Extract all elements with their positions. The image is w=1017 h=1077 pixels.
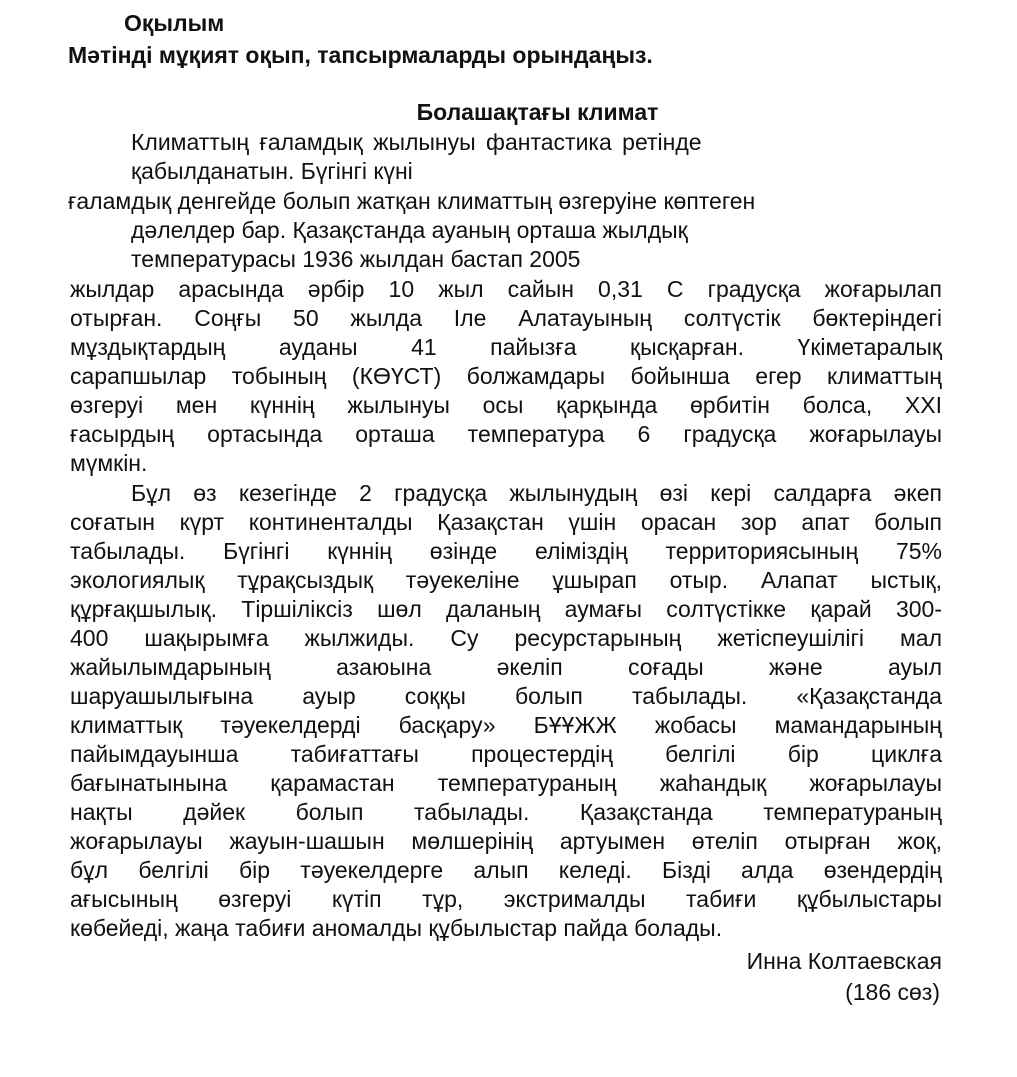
text-line: құрғақшылық. Тіршіліксіз шөл даланың аумағы солтүстікке қарай 300- bbox=[70, 596, 942, 622]
text-line: сарапшылар тобының (КӨҮСТ) болжамдары бойынша егер климаттың bbox=[70, 363, 942, 389]
text-line: қабылданатын. Бүгінгі күні bbox=[131, 158, 413, 184]
text-line: шаруашылығына ауыр соққы болып табылады. «Қазақстанда bbox=[70, 683, 942, 709]
text-line: экологиялық тұрақсыздық тәуекеліне ұшырап отыр. Алапат ыстық, bbox=[70, 567, 942, 593]
text-line: соғатын күрт континенталды Қазақстан үшін орасан зор апат болып bbox=[70, 509, 942, 535]
article-title: Болашақтағы климат bbox=[416, 99, 659, 125]
task-instruction: Мәтінді мұқият оқып, тапсырмаларды орындаңыз. bbox=[68, 42, 653, 68]
text-line: жайылымдарының азаюына әкеліп соғады және ауыл bbox=[70, 654, 942, 680]
text-line: көбейеді, жаңа табиғи аномалды құбылыстар пайда болады. bbox=[70, 915, 723, 941]
text-line: отырған. Соңғы 50 жылда Іле Алатауының солтүстік бөктеріндегі bbox=[70, 305, 942, 331]
text-line: бұл белгілі бір тәуекелдерге алып келеді. Бізді алда өзендердің bbox=[70, 857, 942, 883]
text-line: өзгеруі мен күннің жылынуы осы қарқында өрбитін болса, XXI bbox=[70, 392, 942, 418]
text-line: бағынатынына қарамастан температураның жаһандық жоғарылауы bbox=[70, 770, 942, 796]
text-line: пайымдауынша табиғаттағы процестердің белгілі бір циклға bbox=[70, 741, 942, 767]
text-line: нақты дәйек болып табылады. Қазақстанда температураның bbox=[70, 799, 942, 825]
text-line: 400 шақырымға жылжиды. Су ресурстарының жетіспеушілігі мал bbox=[70, 625, 942, 651]
section-title: Оқылым bbox=[124, 10, 225, 36]
text-line: климаттық тәуекелдерді басқару» БҰҰЖЖ жобасы мамандарының bbox=[70, 712, 942, 738]
text-line: температурасы 1936 жылдан бастап 2005 bbox=[131, 246, 581, 272]
text-line: табылады. Бүгінгі күннің өзінде еліміздің территориясының 75% bbox=[70, 538, 942, 564]
text-line: жылдар арасында әрбір 10 жыл сайын 0,31 С градусқа жоғарылап bbox=[70, 276, 942, 302]
word-count: (186 сөз) bbox=[845, 979, 940, 1005]
text-line: мүмкін. bbox=[70, 450, 148, 476]
text-line: мұздықтардың ауданы 41 пайызға қысқарған. Үкіметаралық bbox=[70, 334, 942, 360]
text-line: жоғарылауы жауын-шашын мөлшерінің артуымен өтеліп отырған жоқ, bbox=[70, 828, 942, 854]
text-line: ағысының өзгеруі күтіп тұр, экстрималды табиғи құбылыстары bbox=[70, 886, 942, 912]
text-line: ғаламдық денгейде болып жатқан климаттың өзгеруіне көптеген bbox=[68, 188, 756, 214]
text-line: Климаттың ғаламдық жылынуы фантастика ретінде bbox=[131, 129, 702, 155]
author-name: Инна Колтаевская bbox=[746, 948, 942, 974]
text-line: ғасырдың ортасында орташа температура 6 градусқа жоғарылауы bbox=[70, 421, 942, 447]
text-line: дәлелдер бар. Қазақстанда ауаның орташа жылдық bbox=[131, 217, 688, 243]
text-line: Бұл өз кезегінде 2 градусқа жылынудың өзі кері салдарға әкеп bbox=[131, 480, 942, 506]
